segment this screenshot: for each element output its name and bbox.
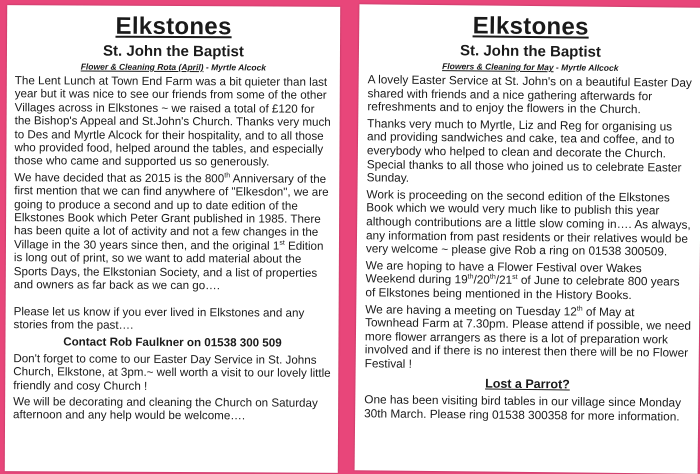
church-name: St. John the Baptist — [459, 42, 601, 61]
ordinal-suffix: st — [279, 239, 285, 247]
rota-label: Flower & Cleaning Rota (April) — [80, 61, 204, 73]
page-title: Elkstones — [472, 12, 589, 41]
rota-line — [7, 61, 340, 73]
rota-name: - Myrtle Alcock — [203, 62, 267, 73]
text-run: /21 — [495, 272, 513, 288]
text-run: /20 — [473, 272, 490, 287]
stories-paragraph: Please let us know if you ever lived in Elkstones and any stories from the past…. — [13, 304, 305, 332]
rota-name: - Myrtle Allcock — [553, 62, 619, 73]
thanks-paragraph: Thanks very much to Myrtle, Liz and Reg for organising us and providing sandwiches and cake, tea and coffee, and to everybody who helped to clean and decorate the Church. Special thanks to all those who joined us to celebrate Easter Sunday. — [366, 116, 682, 185]
text-run: We are hoping to have a Flower Festival over Wakes Weekend during 19 — [365, 258, 642, 287]
text-run: Edition is long out of print, so we want to add material about the Sports Days, the Elkstonian Society, and a list of properties and owners as far back as we can go…. — [13, 239, 324, 293]
article-body — [355, 73, 700, 424]
book-paragraph: Work is proceeding on the second edition of the Elkstones Book which we would very much like to publish this year although contributions are a little slow coming in…. As always, any information from past residents or their relatives would be very welcome ~ please give Rob a ring on 01538 300509. — [365, 187, 691, 259]
ordinal-suffix: th — [467, 273, 474, 281]
easter-service-paragraph: Don't forget to come to our Easter Day Service in St. Johns Church, Elkstone, at 3pm.~ well worth a visit to our lovely little friendly and cosy Church ! — [13, 351, 331, 393]
page-title: Elkstones — [115, 12, 232, 41]
text-run: of May at Townhead Farm at 7.30pm. Please attend if possible, we need more flower arrangers as there is a lot of preparation work involved and if there is no interest then there will be no Flower Festival ! — [364, 304, 692, 371]
meeting-paragraph — [365, 303, 692, 374]
ordinal-suffix: th — [489, 273, 496, 282]
text-run: We are having a meeting on Tuesday 12 — [365, 301, 577, 319]
flower-festival-paragraph — [365, 259, 691, 303]
article-body — [5, 74, 340, 423]
lost-parrot-heading: Lost a Parrot? — [485, 377, 570, 392]
easter-service-paragraph: A lovely Easter Service at St. John's on a beautiful Easter Day shared with friends and a nice gathering afterwards for refreshments and to enjoy the flowers in the Church. — [367, 72, 692, 117]
parrot-paragraph: One has been visiting bird tables in our village since Monday 30th March. Please ring 01538 300358 for more information. — [364, 392, 682, 424]
ordinal-suffix: st — [512, 274, 518, 282]
text-run: of June to celebrate 800 years of Elkstones being mentioned in the History Books. — [365, 273, 680, 302]
right-newsletter-page — [355, 4, 700, 474]
anniversary-paragraph — [14, 171, 333, 293]
text-run: We have decided that as 2015 is the 800 — [14, 171, 225, 186]
ordinal-suffix: th — [576, 305, 583, 313]
rota-label: Flowers & Cleaning for May — [442, 61, 554, 73]
text-run: Anniversary of the first mention that we can find anywhere of "Elkesdon", we are going to produce a second and up to date edition of the Elkstones Book which Peter Grant published in 1985. There has been quite a lot of activity and not a few changes in the Village in the 30 years since then, and the original 1 — [13, 172, 329, 253]
decorating-paragraph: We will be decorating and cleaning the Church on Saturday afternoon and any help would be welcome…. — [13, 395, 318, 423]
left-newsletter-page — [5, 5, 340, 473]
lent-lunch-paragraph: The Lent Lunch at Town End Farm was a bit quieter than last year but it was nice to see our friends from some of the other Villages across in Elkstones ~ we raised a total of £120 for the Bishop's Appeal and St.John's Church. Thanks very much to Des and Myrtle Alcock for their hospitality, and to all those who provided food, helped around the tables, and especially those who came and supported us so generously. — [14, 74, 331, 169]
contact-line: Contact Rob Faulkner on 01538 300 509 — [63, 335, 282, 350]
ordinal-suffix: th — [224, 172, 231, 180]
church-name: St. John the Baptist — [103, 42, 244, 61]
